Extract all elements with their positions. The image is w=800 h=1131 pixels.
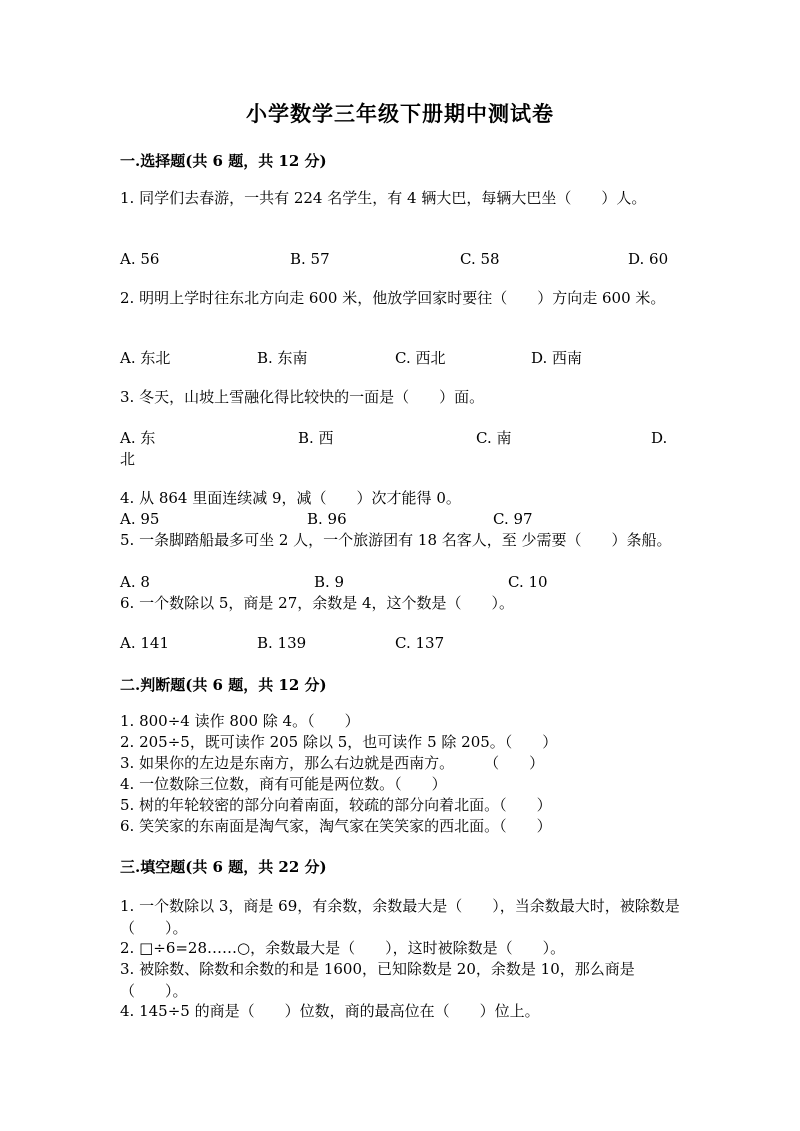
question-text: 2. 明明上学时往东北方向走 600 米，他放学回家时要往（ ）方向走 600 米。 bbox=[120, 289, 666, 307]
option-c: C. 97 bbox=[493, 510, 533, 528]
option-b: B. 9 bbox=[314, 573, 345, 591]
option-a: A. 95 bbox=[120, 510, 160, 528]
option-c: C. 58 bbox=[460, 250, 500, 268]
option-c: C. 10 bbox=[508, 573, 548, 591]
fill-in-question: 3. 被除数、除数和余数的和是 1600，已知除数是 20，余数是 10，那么商是（ ）。 bbox=[120, 960, 635, 1000]
option-d: D. 西南 bbox=[531, 349, 583, 367]
option-c: C. 南 bbox=[476, 429, 512, 447]
question-text: 5. 一条脚踏船最多可坐 2 人，一个旅游团有 18 名客人，至 少需要（ ）条船。 bbox=[120, 531, 672, 549]
fill-in-question: 2. □÷6=28……○，余数最大是（ ），这时被除数是（ ）。 bbox=[120, 939, 566, 957]
option-a: A. 56 bbox=[120, 250, 160, 268]
statement: 1. 800÷4 读作 800 除 4。（ ） bbox=[120, 712, 360, 730]
option-c: C. 137 bbox=[395, 634, 445, 652]
statement: 6. 笑笑家的东南面是淘气家，淘气家在笑笑家的西北面。（ ） bbox=[120, 817, 552, 835]
fill-in-question: 1. 一个数除以 3，商是 69，有余数，余数最大是（ ），当余数最大时，被除数是（ ）。 bbox=[120, 897, 680, 937]
statement: 2. 205÷5，既可读作 205 除以 5，也可读作 5 除 205。（ ） bbox=[120, 733, 558, 751]
statement: 5. 树的年轮较密的部分向着南面，较疏的部分向着北面。（ ） bbox=[120, 796, 552, 814]
question-text: 6. 一个数除以 5，商是 27，余数是 4，这个数是（ ）。 bbox=[120, 594, 515, 612]
option-b: B. 139 bbox=[257, 634, 307, 652]
section-heading-judgement: 二.判断题(共 6 题，共 12 分) bbox=[120, 676, 327, 694]
question-text: 4. 从 864 里面连续减 9，减（ ）次才能得 0。 bbox=[120, 489, 461, 507]
option-d-continued: 北 bbox=[120, 450, 136, 468]
question-text: 1. 同学们去春游，一共有 224 名学生，有 4 辆大巴，每辆大巴坐（ ）人。 bbox=[120, 189, 647, 207]
option-b: B. 东南 bbox=[257, 349, 308, 367]
option-b: B. 96 bbox=[307, 510, 347, 528]
option-a: A. 141 bbox=[120, 634, 169, 652]
option-a: A. 东北 bbox=[120, 349, 171, 367]
fill-in-question: 4. 145÷5 的商是（ ）位数，商的最高位在（ ）位上。 bbox=[120, 1002, 540, 1020]
question-text: 3. 冬天，山坡上雪融化得比较快的一面是（ ）面。 bbox=[120, 388, 485, 406]
page-title: 小学数学三年级下册期中测试卷 bbox=[246, 101, 554, 126]
section-heading-fill-in: 三.填空题(共 6 题，共 22 分) bbox=[120, 858, 327, 876]
statement: 3. 如果你的左边是东南方，那么右边就是西南方。 （ ） bbox=[120, 754, 545, 772]
option-d: D. 60 bbox=[628, 250, 669, 268]
option-d: D. bbox=[651, 429, 668, 447]
option-a: A. 东 bbox=[120, 429, 156, 447]
option-a: A. 8 bbox=[120, 573, 150, 591]
statement: 4. 一位数除三位数，商有可能是两位数。（ ） bbox=[120, 775, 447, 793]
option-b: B. 西 bbox=[298, 429, 334, 447]
option-c: C. 西北 bbox=[395, 349, 446, 367]
section-heading-choice: 一.选择题(共 6 题，共 12 分) bbox=[120, 152, 327, 170]
option-b: B. 57 bbox=[290, 250, 330, 268]
